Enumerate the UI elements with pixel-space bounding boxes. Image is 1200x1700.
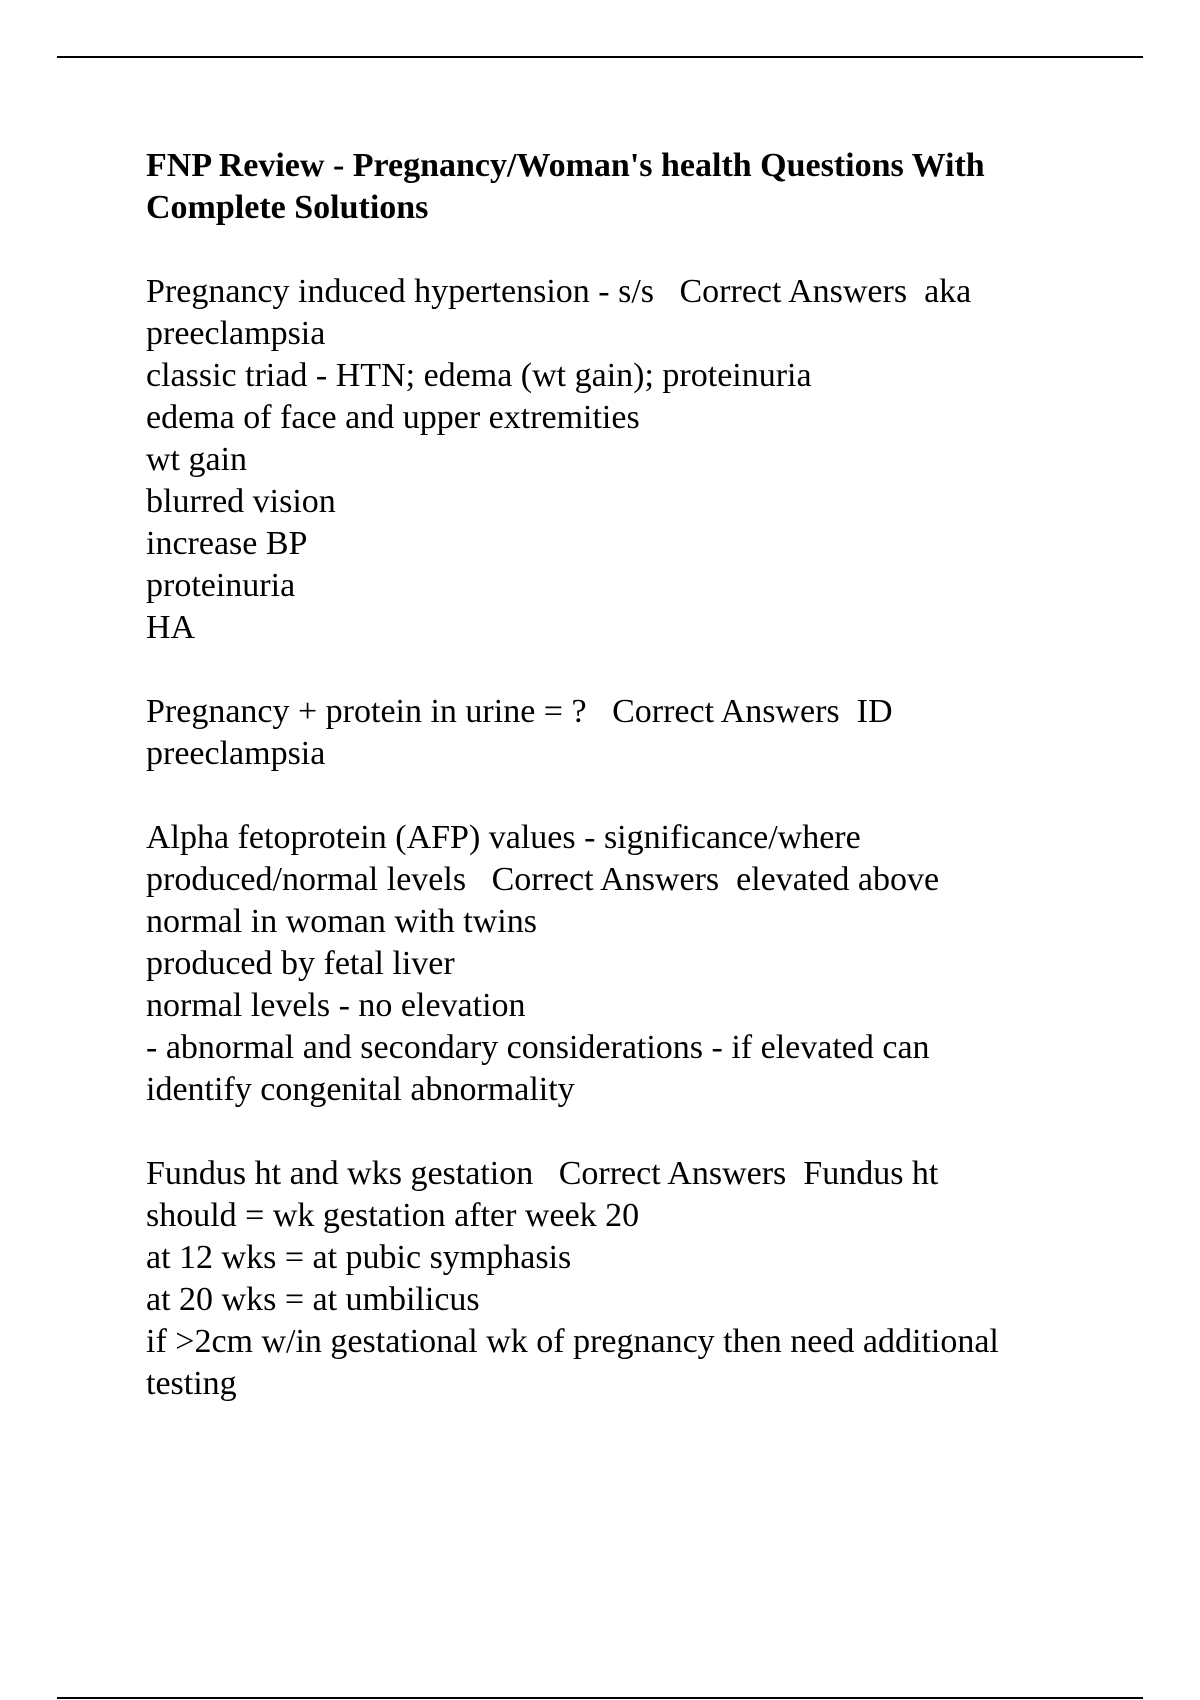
qa-question-line: [146, 1153, 1086, 1195]
answer-marker: Correct Answers: [491, 861, 720, 898]
question-text: Fundus ht and wks gestation: [146, 1155, 534, 1192]
qa-item: [146, 817, 1086, 1111]
question-text: produced/normal levels: [146, 861, 467, 898]
answer-line: increase BP: [146, 525, 308, 562]
answer-line: at 20 wks = at umbilicus: [146, 1281, 480, 1318]
document-title: FNP Review - Pregnancy/Woman's health Questions With Complete Solutions: [146, 147, 985, 226]
answer-text: Fundus ht: [803, 1155, 939, 1192]
answer-line: HA: [146, 609, 196, 646]
answer-marker: Correct Answers: [612, 693, 840, 730]
answer-line: classic triad - HTN; edema (wt gain); proteinuria: [146, 357, 812, 394]
answer-line: - abnormal and secondary considerations - if elevated can: [146, 1029, 930, 1066]
answer-line: proteinuria: [146, 567, 296, 604]
answer-line: testing: [146, 1365, 237, 1402]
answer-line: identify congenital abnormality: [146, 1071, 575, 1108]
qa-question-line: [146, 271, 1086, 313]
answer-line: normal in woman with twins: [146, 903, 537, 940]
answer-text: elevated above: [736, 861, 940, 898]
qa-item: [146, 1153, 1086, 1405]
top-rule: [57, 56, 1143, 58]
answer-line: preeclampsia: [146, 735, 326, 772]
answer-line: at 12 wks = at pubic symphasis: [146, 1239, 572, 1276]
qa-question-line: [146, 859, 1086, 901]
question-text: Pregnancy induced hypertension - s/s: [146, 273, 654, 310]
answer-line: preeclampsia: [146, 315, 326, 352]
bottom-rule: [57, 1697, 1143, 1699]
answer-line: wt gain: [146, 441, 248, 478]
question-text: Pregnancy + protein in urine = ?: [146, 693, 587, 730]
qa-item: [146, 691, 1086, 775]
qa-question-line: [146, 691, 1086, 733]
answer-line: normal levels - no elevation: [146, 987, 526, 1024]
answer-line: should = wk gestation after week 20: [146, 1197, 640, 1234]
answer-line: if >2cm w/in gestational wk of pregnancy then need additional: [146, 1323, 999, 1360]
answer-line: blurred vision: [146, 483, 336, 520]
answer-line: produced by fetal liver: [146, 945, 455, 982]
answer-marker: Correct Answers: [679, 273, 908, 310]
answer-line: edema of face and upper extremities: [146, 399, 640, 436]
qa-question-line: Alpha fetoprotein (AFP) values - significance/where: [146, 819, 861, 856]
qa-item: [146, 271, 1086, 649]
answer-text: aka: [924, 273, 972, 310]
document-body: [146, 145, 1086, 1447]
answer-marker: Correct Answers: [558, 1155, 787, 1192]
answer-text: ID: [856, 693, 893, 730]
